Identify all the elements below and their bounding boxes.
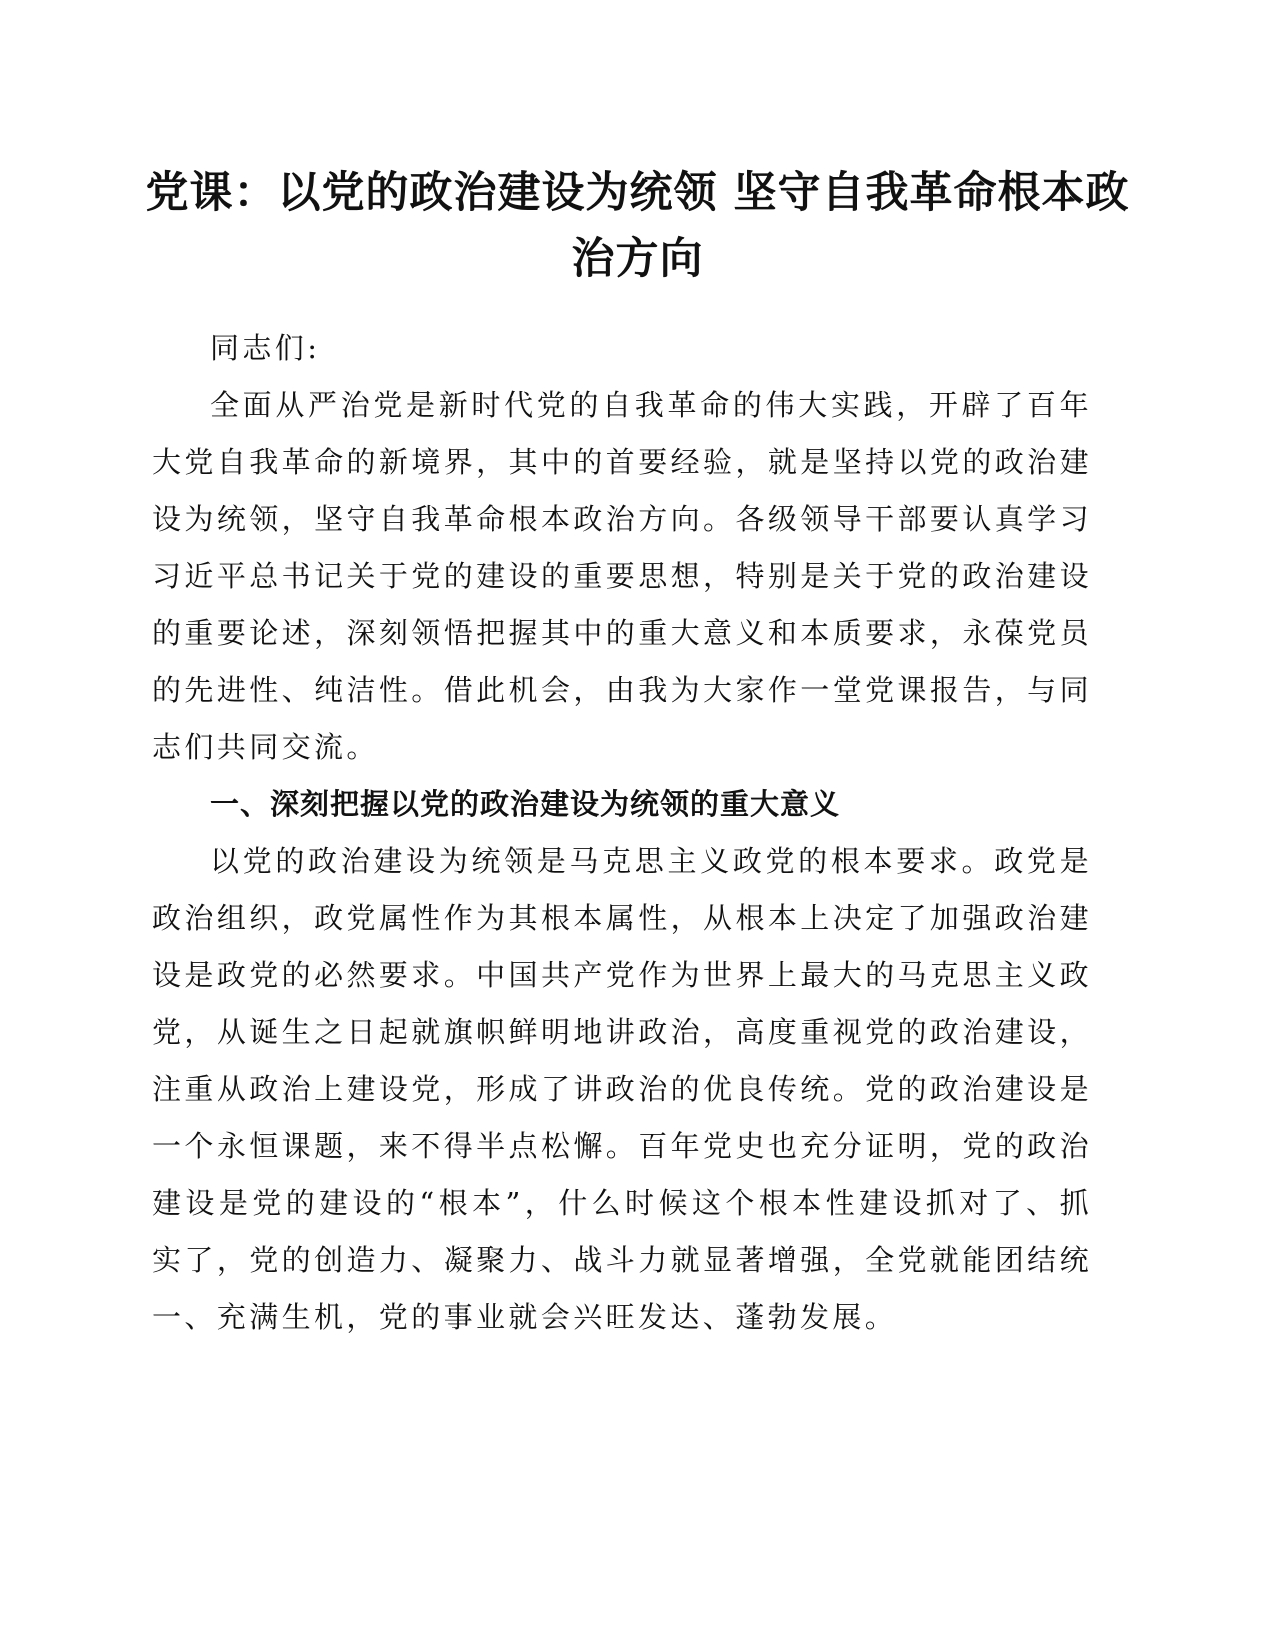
salutation: 同志们: (210, 331, 321, 365)
document-body (152, 320, 1092, 1346)
intro-paragraph: 全面从严治党是新时代党的自我革命的伟大实践，开辟了百年大党自我革命的新境界，其中的首要经验，就是坚持以党的政治建设为统领，坚守自我革命根本政治方向。各级领导干部要认真学习习近平总书记关于党的建设的重要思想，特别是关于党的政治建设的重要论述，深刻领悟把握其中的重大意义和本质要求，永葆党员的先进性、纯洁性。借此机会，由我为大家作一堂党课报告，与同志们共同交流。 (152, 388, 1092, 764)
document-title: 党课：以党的政治建设为统领 坚守自我革命根本政治方向 (145, 168, 1130, 284)
section-1-paragraph: 以党的政治建设为统领是马克思主义政党的根本要求。政党是政治组织，政党属性作为其根本属性，从根本上决定了加强政治建设是政党的必然要求。中国共产党作为世界上最大的马克思主义政党，从诞生之日起就旗帜鲜明地讲政治，高度重视党的政治建设，注重从政治上建设党，形成了讲政治的优良传统。党的政治建设是一个永恒课题，来不得半点松懈。百年党史也充分证明，党的政治建设是党的建设的“根本”，什么时候这个根本性建设抓对了、抓实了，党的创造力、凝聚力、战斗力就显著增强，全党就能团结统一、充满生机，党的事业就会兴旺发达、蓬勃发展。 (152, 844, 1092, 1334)
section-heading-1: 一、深刻把握以党的政治建设为统领的重大意义 (210, 787, 841, 821)
